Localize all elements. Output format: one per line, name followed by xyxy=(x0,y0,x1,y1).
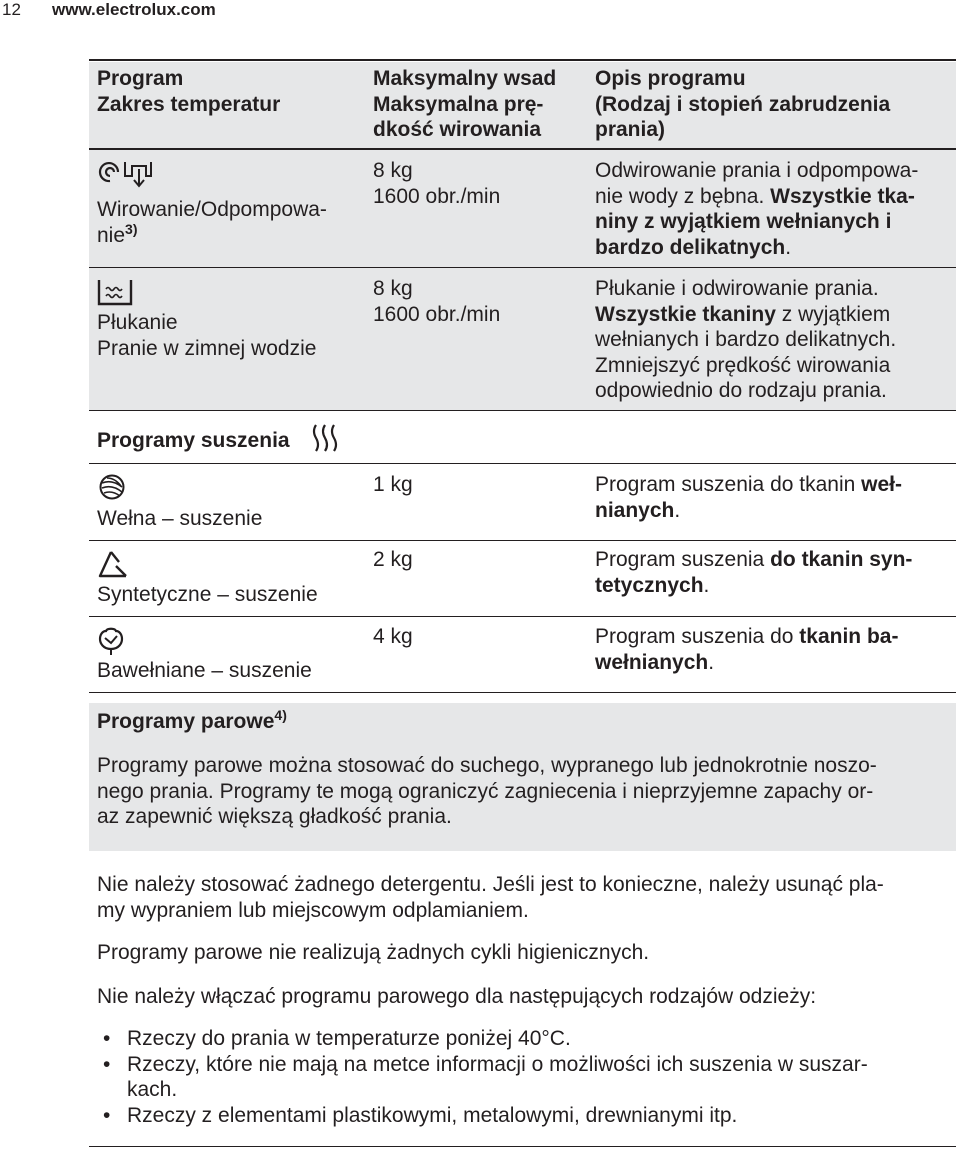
spin-icon xyxy=(97,159,123,185)
program-name-wool: Wełna – suszenie xyxy=(97,507,263,530)
row-divider xyxy=(89,410,956,411)
drying-section-title: Programy suszenia xyxy=(97,429,290,452)
header-bottom-rule xyxy=(89,148,956,150)
program-name-spin: Wirowanie/Odpompowa- nie$^{3)}$ xyxy=(97,198,327,247)
load-spin: 8 kg 1600 obr./min xyxy=(373,159,501,208)
cotton-icon xyxy=(97,625,125,657)
rinse-icon xyxy=(97,277,133,307)
drain-icon xyxy=(122,158,154,190)
table-bottom-rule xyxy=(89,1146,956,1147)
col-load-header: Maksymalny wsad Maksymalna prę- dkość wirowania xyxy=(373,67,557,141)
steam-section-title: Programy parowe$^{4)}$ xyxy=(97,707,287,733)
row-divider xyxy=(89,267,956,268)
page-header xyxy=(0,0,216,20)
load-rinse: 8 kg 1600 obr./min xyxy=(373,277,501,326)
table-top-rule xyxy=(89,59,956,61)
description-spin: Odwirowanie prania i odpompowa- nie wody z bębna. Wszystkie tka- niny z wyjątkiem wełnianych i bardzo delikatnych. xyxy=(595,159,919,259)
list-item: • Rzeczy, które nie mają na metce informacji o możliwości ich suszenia w suszar- kach. xyxy=(97,1052,947,1103)
row-divider xyxy=(89,540,956,541)
description-wool: Program suszenia do tkanin weł- nianych. xyxy=(595,473,902,522)
wool-icon xyxy=(98,473,126,501)
col-program-header: Program Zakres temperatur xyxy=(97,67,281,116)
row-divider xyxy=(89,616,956,617)
steam-exclusions-intro: Nie należy włączać programu parowego dla następujących rodzajów odzieży: xyxy=(97,985,817,1008)
steam-hygiene-note: Programy parowe nie realizują żadnych cykli higienicznych. xyxy=(97,941,650,964)
load-cotton: 4 kg xyxy=(373,625,413,648)
load-synthetic: 2 kg xyxy=(373,548,413,571)
description-rinse: Płukanie i odwirowanie prania. Wszystkie tkaniny z wyjątkiem wełnianych i bardzo delikatnych. Zmniejszyć prędkość wirowania odpowiednio do rodzaju prania. xyxy=(595,277,897,402)
program-name-synthetic: Syntetyczne – suszenie xyxy=(97,583,318,606)
row-divider xyxy=(89,463,956,464)
steam-exclusions-list xyxy=(97,1026,947,1128)
drying-icon xyxy=(311,423,339,453)
steam-detergent-note: Nie należy stosować żadnego detergentu. Jeśli jest to konieczne, należy usunąć pla- my wypraniem lub miejscowym odplamianiem. xyxy=(97,873,884,922)
col-description-header: Opis programu (Rodzaj i stopień zabrudzenia prania) xyxy=(595,67,891,141)
program-name-cotton: Bawełniane – suszenie xyxy=(97,659,312,682)
description-synthetic: Program suszenia do tkanin syn- tetycznych. xyxy=(595,548,913,597)
page-number: 12 xyxy=(2,0,21,19)
row-divider xyxy=(89,692,956,693)
load-wool: 1 kg xyxy=(373,473,413,496)
description-cotton: Program suszenia do tkanin ba- wełnianych. xyxy=(595,625,899,674)
list-item: • Rzeczy do prania w temperaturze poniżej 40°C. xyxy=(97,1026,947,1052)
synthetic-icon xyxy=(97,549,129,579)
steam-intro-paragraph: Programy parowe można stosować do suchego, wypranego lub jednokrotnie noszo- nego prania. Programy te mogą ograniczyć zagniecenia i nieprzyjemne zapachy or- az zapewnić większą gładkość prania. xyxy=(97,754,877,828)
list-item: • Rzeczy z elementami plastikowymi, metalowymi, drewnianymi itp. xyxy=(97,1103,947,1129)
site-url[interactable]: www.electrolux.com xyxy=(52,0,216,19)
program-name-rinse: Płukanie Pranie w zimnej wodzie xyxy=(97,311,317,360)
